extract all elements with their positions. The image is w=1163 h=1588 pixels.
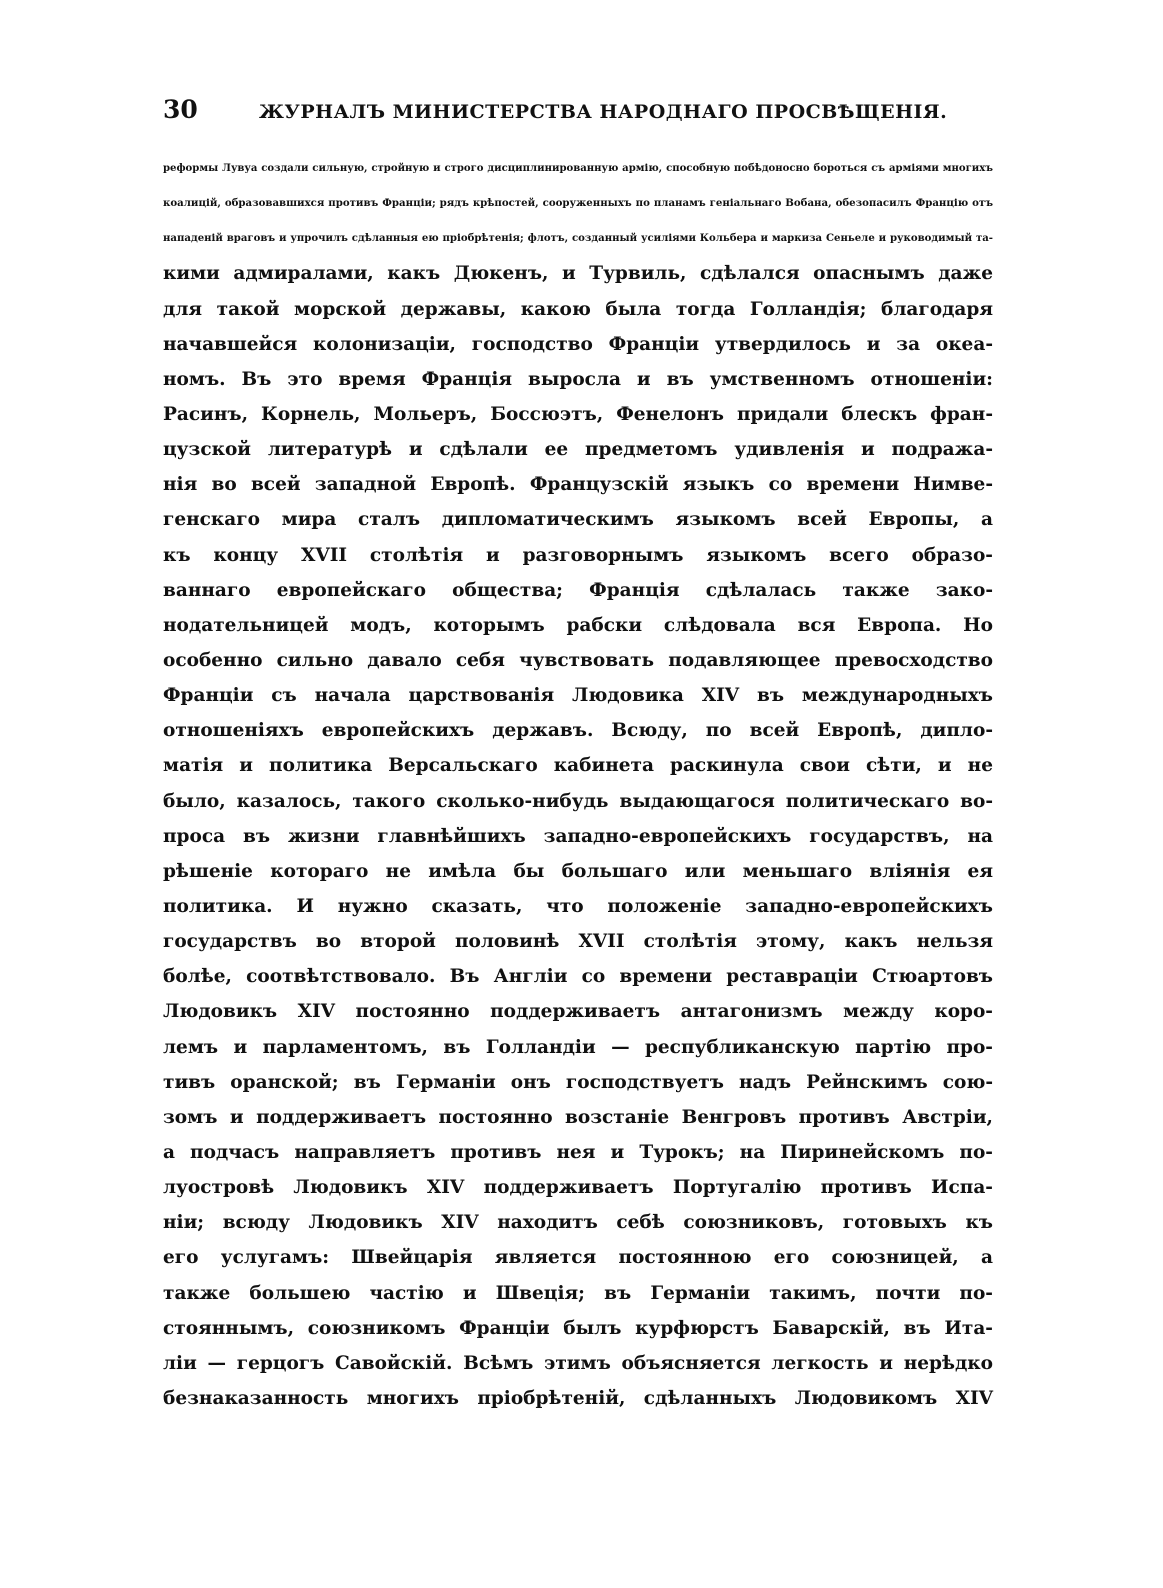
- text-line: отношеніяхъ европейскихъ державъ. Всюду, по всей Европѣ, дипло-: [163, 720, 993, 742]
- text-line: зомъ и поддерживаетъ постоянно возстаніе Венгровъ противъ Австріи,: [163, 1106, 993, 1128]
- text-line: луостровѣ Людовикъ XIV поддерживаетъ Португалію противъ Испа-: [163, 1177, 993, 1199]
- text-line: лемъ и парламентомъ, въ Голландіи — республиканскую партію про-: [163, 1036, 993, 1058]
- text-line: ваннаго европейскаго общества; Франція сдѣлалась также зако-: [163, 579, 993, 601]
- text-line: тивъ оранской; въ Германіи онъ господствуетъ надъ Рейнскимъ сою-: [163, 1071, 993, 1093]
- text-line: матія и политика Версальскаго кабинета раскинула свои сѣти, и не: [163, 755, 993, 777]
- text-line: болѣе, соотвѣтствовало. Въ Англіи со времени реставраціи Стюартовъ: [163, 966, 993, 988]
- text-line: стояннымъ, союзникомъ Франціи былъ курфюрстъ Баварскій, въ Ита-: [163, 1317, 993, 1339]
- body-text: [163, 151, 993, 1416]
- text-line: проса въ жизни главнѣйшихъ западно-европейскихъ государствъ, на: [163, 825, 993, 847]
- text-line: особенно сильно давало себя чувствовать подавляющее превосходство: [163, 649, 993, 671]
- text-line: начавшейся колонизаціи, господство Франціи утвердилось и за океа-: [163, 333, 993, 355]
- text-line: цузской литературѣ и сдѣлали ее предметомъ удивленія и подража-: [163, 439, 993, 461]
- text-line: рѣшеніе котораго не имѣла бы большаго или меньшаго вліянія ея: [163, 860, 993, 882]
- text-line: ніи; всюду Людовикъ XIV находитъ себѣ союзниковъ, готовыхъ къ: [163, 1212, 993, 1234]
- text-line: Расинъ, Корнель, Мольеръ, Боссюэтъ, Фенелонъ придали блескъ фран-: [163, 403, 993, 425]
- text-line: для такой морской державы, какою была тогда Голландія; благодаря: [163, 298, 993, 320]
- text-line: его услугамъ: Швейцарія является постоянною его союзницей, а: [163, 1247, 993, 1269]
- text-line: политика. И нужно сказать, что положеніе западно-европейскихъ: [163, 895, 993, 917]
- page-header: [163, 92, 993, 128]
- text-line: реформы Лувуа создали сильную, стройную и строго дисциплинированную армію, способную побѣдоносно бороться съ арміями многихъ: [163, 163, 993, 174]
- text-line: къ концу XVII столѣтія и разговорнымъ языкомъ всего образо-: [163, 544, 993, 566]
- text-line: было, казалось, такого сколько-нибудь выдающагося политическаго во-: [163, 790, 993, 812]
- text-line: номъ. Въ это время Франція выросла и въ умственномъ отношеніи:: [163, 368, 993, 390]
- page-number: 30: [163, 95, 198, 124]
- text-line: нія во всей западной Европѣ. Французскій языкъ со времени Нимве-: [163, 474, 993, 496]
- text-line: генскаго мира сталъ дипломатическимъ языкомъ всей Европы, а: [163, 509, 993, 531]
- text-line: нападеній враговъ и упрочилъ сдѣланныя ею пріобрѣтенія; флотъ, созданный усиліями Кольбера и маркиза Сеньеле и руководимый та-: [163, 232, 993, 245]
- text-line: ліи — герцогъ Савойскій. Всѣмъ этимъ объясняется легкость и нерѣдко: [163, 1352, 993, 1374]
- text-line: кими адмиралами, какъ Дюкенъ, и Турвиль, сдѣлался опаснымъ даже: [163, 263, 993, 285]
- text-line: Франціи съ начала царствованія Людовика XIV въ международныхъ: [163, 685, 993, 707]
- text-line: безнаказанность многихъ пріобрѣтеній, сдѣланныхъ Людовикомъ XIV: [163, 1387, 993, 1409]
- text-line: а подчасъ направляетъ противъ нея и Турокъ; на Пиринейскомъ по-: [163, 1141, 993, 1163]
- text-line: нодательницей модъ, которымъ рабски слѣдовала вся Европа. Но: [163, 614, 993, 636]
- text-line: также большею частію и Швеція; въ Германіи такимъ, почти по-: [163, 1282, 993, 1304]
- text-line: Людовикъ XIV постоянно поддерживаетъ антагонизмъ между коро-: [163, 1001, 993, 1023]
- text-line: коалицій, образовавшихся противъ Франціи; рядъ крѣпостей, сооруженныхъ по планамъ геніальнаго Вобана, обезопасилъ Францію отъ: [163, 197, 993, 210]
- text-line: государствъ во второй половинѣ XVII столѣтія этому, какъ нельзя: [163, 931, 993, 953]
- running-title: ЖУРНАЛЪ МИНИСТЕРСТВА НАРОДНАГО ПРОСВѢЩЕНІЯ.: [259, 101, 948, 123]
